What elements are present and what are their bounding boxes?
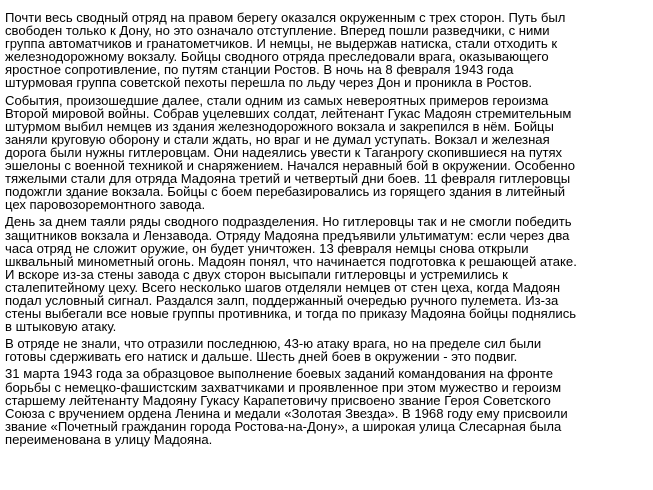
text-line: эшелоны с военной техникой и снаряжением. Начался неравный бой в окружении. Особенно (5, 158, 576, 174)
text-line: цех паровозоремонтного завода. (5, 197, 206, 213)
text-line: в штыковую атаку. (5, 319, 117, 335)
text-line: свободен только к Дону, но это означало отступление. Вперед пошли разведчики, с ними (5, 23, 550, 39)
text-line: яростное сопротивление, по путям станции Ростов. В ночь на 8 февраля 1943 года (5, 62, 514, 78)
text-line: звание «Почетный гражданин города Ростова-на-Дону», а широкая улица Слесарная была (5, 418, 562, 434)
text-line: борьбы с немецко-фашистским захватчиками и проявленное при этом мужество и героизм (5, 379, 562, 395)
text-line: переименована в улицу Мадояна. (5, 431, 213, 447)
text-line: готовы сдерживать его натиск и дальше. Шесть дней боев в окружении - это подвиг. (5, 349, 518, 365)
text-line: группа автоматчиков и гранатометчиков. И немцы, не выдержав натиска, стали отходить к (5, 36, 558, 52)
text-line: В отряде не знали, что отразили последнюю, 43-ю атаку врага, но на пределе сил были (5, 336, 542, 352)
text-line: штурмовая группа советской пехоты перешла по льду через Дон и проникла в Ростов. (5, 75, 533, 91)
text-line: защитников вокзала и Лензавода. Отряду Мадояна предъявили ультиматум: если через два (5, 227, 570, 243)
text-line: И вскоре из-за стены завода с двух сторон высыпали гитлеровцы и устремились к (5, 266, 508, 282)
text-line: подожгли здание вокзала. Бойцы с боем перебазировались из горящего здания в литейный (5, 184, 566, 200)
paragraph-hero-award (5, 367, 639, 446)
paragraph-station-assault (5, 94, 639, 212)
text-line: заняли круговую оборону и стали ждать, но враг и не думал уступать. Вокзал и железная (5, 131, 550, 147)
text-line: дорога были нужны гитлеровцам. Они надеялись увести к Таганрогу скопившиеся на путях (5, 144, 563, 160)
text-line: тяжелыми стали для отряда Мадояна третий и четвертый дни боев. 11 февраля гитлеровцы (5, 171, 571, 187)
text-line: шквальный минометный огонь. Мадоян понял, что начинается подготовка к решающей атаке. (5, 253, 577, 269)
paragraph-ultimatum (5, 215, 639, 333)
text-line: старшему лейтенанту Мадояну Гукасу Карапетовичу присвоено звание Героя Советского (5, 392, 551, 408)
text-line: События, произошедшие далее, стали одним из самых невероятных примеров героизма (5, 92, 549, 108)
text-line: штурмом выбил немцев из здания железнодорожного вокзала и закрепился в нём. Бойцы (5, 118, 554, 134)
text-line: Почти весь сводный отряд на правом берегу оказался окруженным с трех сторон. Путь был (5, 10, 566, 25)
text-line: Союза с вручением ордена Ленина и медали «Золотая Звезда». В 1968 году ему присвоили (5, 405, 568, 421)
text-line: День за днем таяли ряды сводного подразделения. Но гитлеровцы так и не смогли победить (5, 214, 572, 230)
text-line: стены выбегали все новые группы противника, и тогда по приказу Мадояна бойцы поднялись (5, 306, 577, 322)
paragraph-encirclement (5, 11, 639, 90)
text-line: железнодорожному вокзалу. Бойцы сводного отряда преследовали врага, оказывающего (5, 49, 549, 65)
text-line: часа отряд не сложит оружие, он будет уничтожен. 13 февраля немцы снова открыли (5, 240, 529, 256)
text-line: Второй мировой войны. Собрав уцелевших солдат, лейтенант Гукас Мадоян стремительным (5, 105, 572, 121)
text-line: сталепитейному цеху. Всего несколько шагов отделяли немцев от стен цеха, когда Мадоян (5, 279, 561, 295)
text-line: 31 марта 1943 года за образцовое выполнение боевых заданий командования на фронте (5, 366, 554, 382)
paragraph-last-attack (5, 337, 639, 363)
text-line: подал условный сигнал. Раздался залп, поддержанный очередью ручного пулемета. Из-за (5, 292, 559, 308)
